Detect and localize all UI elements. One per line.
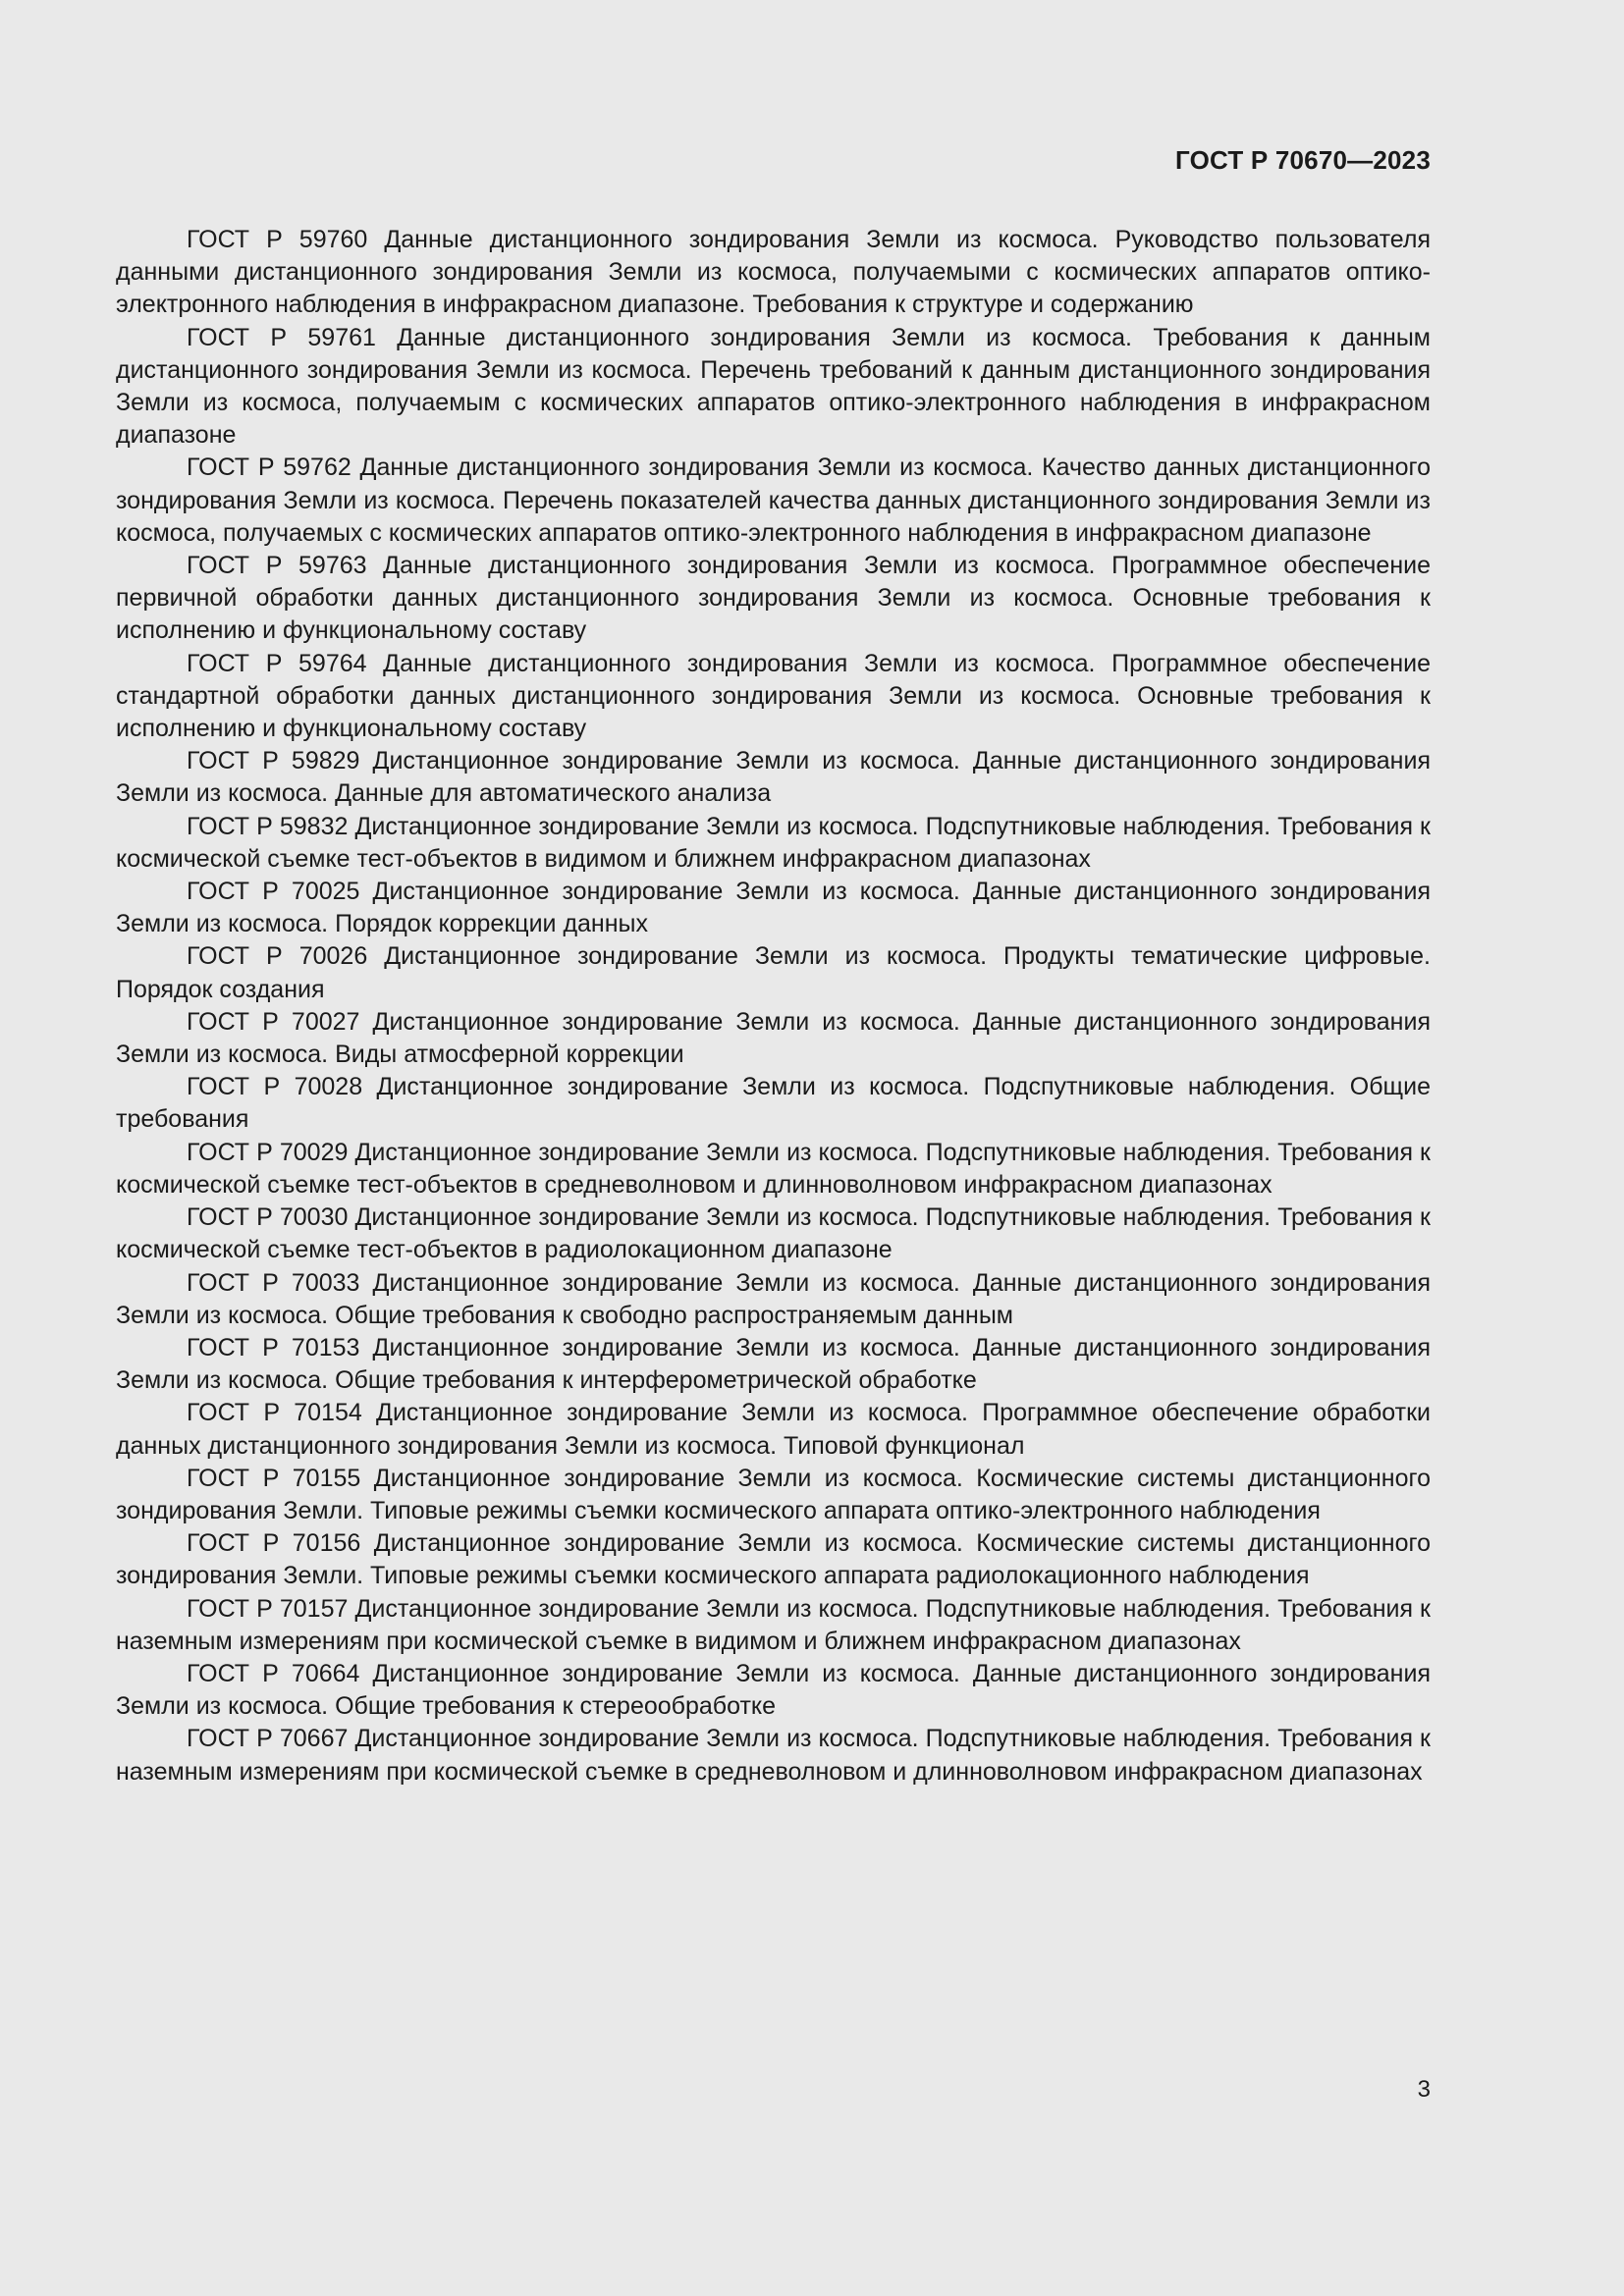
references-list [116,224,1431,1789]
reference-item: ГОСТ Р 70029 Дистанционное зондирование Земли из космоса. Подспутниковые наблюдения. Требования к космической съемке тест-объектов в средневолновом и длинноволновом инфракрасном диапазонах [116,1138,1431,1199]
reference-item: ГОСТ Р 70155 Дистанционное зондирование Земли из космоса. Космические системы дистанционного зондирования Земли. Типовые режимы съемки космического аппарата оптико-электронного наблюдения [116,1464,1431,1524]
reference-item: ГОСТ Р 70027 Дистанционное зондирование Земли из космоса. Данные дистанционного зондирования Земли из космоса. Виды атмосферной коррекции [116,1007,1431,1069]
reference-item: ГОСТ Р 70664 Дистанционное зондирование Земли из космоса. Данные дистанционного зондирования Земли из космоса. Общие требования к стереообработке [116,1659,1431,1721]
reference-item: ГОСТ Р 70026 Дистанционное зондирование Земли из космоса. Продукты тематические цифровые. Порядок создания [116,942,1431,1003]
reference-item: ГОСТ Р 59760 Данные дистанционного зондирования Земли из космоса. Руководство пользователя данными дистанционного зондирования Земли из космоса, получаемыми с космических аппаратов оптико-электронного наблюдения в инфракрасном диапазоне. Требования к структуре и содержанию [116,226,1431,319]
reference-item: ГОСТ Р 70025 Дистанционное зондирование Земли из космоса. Данные дистанционного зондирования Земли из космоса. Порядок коррекции данных [116,878,1431,938]
page-number: 3 [1417,2076,1431,2103]
document-header: ГОСТ Р 70670—2023 [1175,145,1431,175]
reference-item: ГОСТ Р 70156 Дистанционное зондирование Земли из космоса. Космические системы дистанционного зондирования Земли. Типовые режимы съемки космического аппарата радиолокационного наблюдения [116,1529,1431,1590]
reference-item: ГОСТ Р 70157 Дистанционное зондирование Земли из космоса. Подспутниковые наблюдения. Требования к наземным измерениям при космической съемке в видимом и ближнем инфракрасном диапазонах [116,1594,1431,1655]
reference-item: ГОСТ Р 59761 Данные дистанционного зондирования Земли из космоса. Требования к данным дистанционного зондирования Земли из космоса. Перечень требований к данным дистанционного зондирования Земли из космоса, получаемым с космических аппаратов оптико-электронного наблюдения в инфракрасном диапазоне [116,323,1431,450]
reference-item: ГОСТ Р 70154 Дистанционное зондирование Земли из космоса. Программное обеспечение обработки данных дистанционного зондирования Земли из космоса. Типовой функционал [116,1399,1431,1460]
reference-item: ГОСТ Р 70030 Дистанционное зондирование Земли из космоса. Подспутниковые наблюдения. Требования к космической съемке тест-объектов в радиолокационном диапазоне [116,1203,1431,1264]
reference-item: ГОСТ Р 70153 Дистанционное зондирование Земли из космоса. Данные дистанционного зондирования Земли из космоса. Общие требования к интерферометрической обработке [116,1333,1431,1395]
reference-item: ГОСТ Р 70033 Дистанционное зондирование Земли из космоса. Данные дистанционного зондирования Земли из космоса. Общие требования к свободно распространяемым данным [116,1268,1431,1329]
reference-item: ГОСТ Р 59764 Данные дистанционного зондирования Земли из космоса. Программное обеспечение стандартной обработки данных дистанционного зондирования Земли из космоса. Основные требования к исполнению и функциональному составу [116,649,1431,743]
reference-item: ГОСТ Р 70667 Дистанционное зондирование Земли из космоса. Подспутниковые наблюдения. Требования к наземным измерениям при космической съемке в средневолновом и длинноволновом инфракрасном диапазонах [116,1725,1431,1786]
reference-item: ГОСТ Р 59829 Дистанционное зондирование Земли из космоса. Данные дистанционного зондирования Земли из космоса. Данные для автоматического анализа [116,747,1431,808]
reference-item: ГОСТ Р 59832 Дистанционное зондирование Земли из космоса. Подспутниковые наблюдения. Требования к космической съемке тест-объектов в видимом и ближнем инфракрасном диапазонах [116,812,1431,873]
reference-item: ГОСТ Р 70028 Дистанционное зондирование Земли из космоса. Подспутниковые наблюдения. Общие требования [116,1073,1431,1134]
reference-item: ГОСТ Р 59763 Данные дистанционного зондирования Земли из космоса. Программное обеспечение первичной обработки данных дистанционного зондирования Земли из космоса. Основные требования к исполнению и функциональному составу [116,552,1431,645]
reference-item: ГОСТ Р 59762 Данные дистанционного зондирования Земли из космоса. Качество данных дистанционного зондирования Земли из космоса. Перечень показателей качества данных дистанционного зондирования Земли из космоса, получаемых с космических аппаратов оптико-электронного наблюдения в инфракрасном диапазоне [116,454,1431,547]
